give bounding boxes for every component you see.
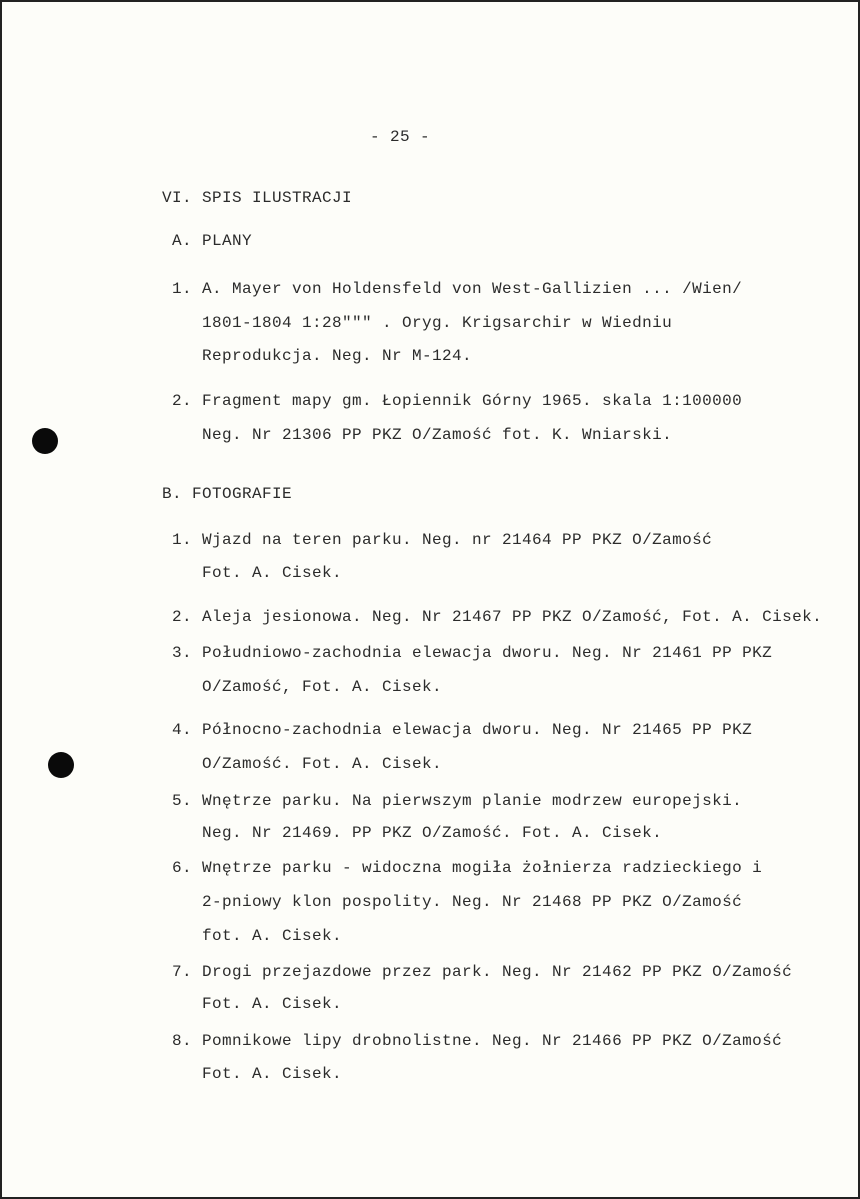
list-item-line: A. Mayer von Holdensfeld von West-Gallizien ... /Wien/ [202,280,743,298]
list-item-number: 1. [172,280,193,298]
list-item-line: 2-pniowy klon pospolity. Neg. Nr 21468 PP PKZ O/Zamość [202,893,743,911]
list-item-line: Północno-zachodnia elewacja dworu. Neg. Nr 21465 PP PKZ [202,721,753,739]
list-item-number: 2. [172,608,193,626]
list-item-number: 8. [172,1032,193,1050]
list-item-number: 6. [172,859,193,877]
list-item-line: 1801-1804 1:28""" . Oryg. Krigsarchir w Wiedniu [202,314,673,332]
subsection-heading: A. PLANY [172,232,253,250]
list-item-number: 2. [172,392,193,410]
list-item-line: Wnętrze parku - widoczna mogiła żołnierza radzieckiego i [202,859,763,877]
list-item-number: 3. [172,644,193,662]
punch-hole [48,752,74,778]
list-item-line: O/Zamość. Fot. A. Cisek. [202,755,443,773]
list-item-number: 1. [172,531,193,549]
list-item-line: fot. A. Cisek. [202,927,343,945]
list-item-line: Reprodukcja. Neg. Nr M-124. [202,347,473,365]
page-number: - 25 - [370,128,431,146]
list-item-line: Drogi przejazdowe przez park. Neg. Nr 21462 PP PKZ O/Zamość [202,963,793,981]
list-item-line: Neg. Nr 21469. PP PKZ O/Zamość. Fot. A. Cisek. [202,824,663,842]
list-item-line: Fot. A. Cisek. [202,1065,343,1083]
list-item-number: 5. [172,792,193,810]
list-item-number: 7. [172,963,193,981]
list-item-line: Wjazd na teren parku. Neg. nr 21464 PP PKZ O/Zamość [202,531,713,549]
list-item-line: Fot. A. Cisek. [202,995,343,1013]
list-item-line: Fot. A. Cisek. [202,564,343,582]
list-item-line: Pomnikowe lipy drobnolistne. Neg. Nr 21466 PP PKZ O/Zamość [202,1032,783,1050]
list-item-line: O/Zamość, Fot. A. Cisek. [202,678,443,696]
list-item-line: Fragment mapy gm. Łopiennik Górny 1965. skala 1:100000 [202,392,743,410]
punch-hole [32,428,58,454]
subsection-heading: B. FOTOGRAFIE [162,485,293,503]
list-item-line: Neg. Nr 21306 PP PKZ O/Zamość fot. K. Wniarski. [202,426,673,444]
list-item-line: Aleja jesionowa. Neg. Nr 21467 PP PKZ O/Zamość, Fot. A. Cisek. [202,608,823,626]
list-item-line: Wnętrze parku. Na pierwszym planie modrzew europejski. [202,792,743,810]
section-title: VI. SPIS ILUSTRACJI [162,189,353,207]
list-item-number: 4. [172,721,193,739]
list-item-line: Południowo-zachodnia elewacja dworu. Neg. Nr 21461 PP PKZ [202,644,773,662]
